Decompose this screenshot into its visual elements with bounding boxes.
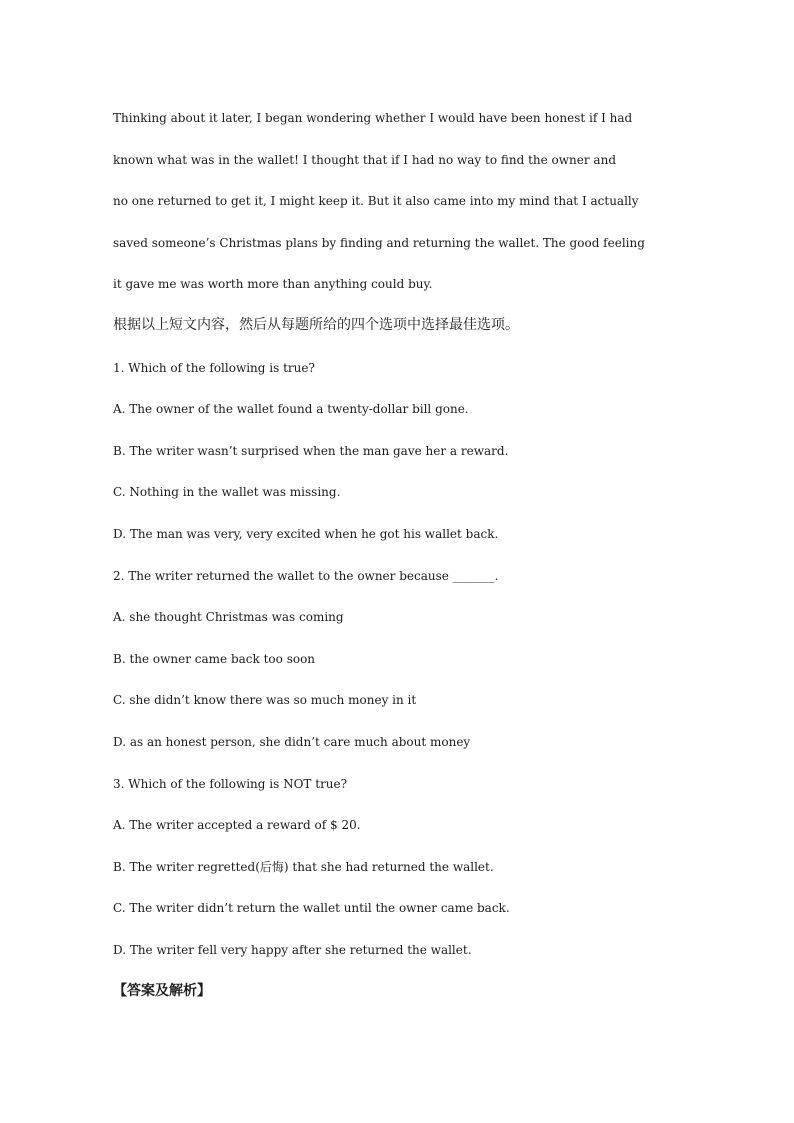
question-stem: 3. Which of the following is NOT true? <box>113 777 348 791</box>
instruction-text: 根据以上短文内容，然后从每题所给的四个选项中选择最佳选项。 <box>113 317 519 333</box>
question-option: B. the owner came back too soon <box>113 652 316 666</box>
passage-line: it gave me was worth more than anything could buy. <box>113 277 433 291</box>
question-option: D. The man was very, very excited when he got his wallet back. <box>113 527 499 541</box>
passage-line: no one returned to get it, I might keep it. But it also came into my mind that I actually <box>113 194 639 208</box>
question-option: D. The writer fell very happy after she returned the wallet. <box>113 943 472 957</box>
question-stem: 2. The writer returned the wallet to the owner because _______. <box>113 569 499 583</box>
question-option: B. The writer wasn’t surprised when the man gave her a reward. <box>113 444 509 458</box>
passage-line: Thinking about it later, I began wondering whether I would have been honest if I had <box>113 111 633 125</box>
question-option: A. she thought Christmas was coming <box>113 610 344 624</box>
question-stem: 1. Which of the following is true? <box>113 361 315 375</box>
question-option: C. The writer didn’t return the wallet until the owner came back. <box>113 901 510 915</box>
question-option: D. as an honest person, she didn’t care much about money <box>113 735 471 749</box>
passage-line: known what was in the wallet! I thought that if I had no way to find the owner and <box>113 153 616 167</box>
question-option: A. The owner of the wallet found a twenty-dollar bill gone. <box>113 402 469 416</box>
passage-line: saved someone’s Christmas plans by finding and returning the wallet. The good feeling <box>113 236 645 250</box>
question-option: C. she didn’t know there was so much money in it <box>113 693 417 707</box>
answer-heading: 【答案及解析】 <box>113 983 211 999</box>
question-option: A. The writer accepted a reward of $ 20. <box>113 818 361 832</box>
question-option: B. The writer regretted(后悔) that she had returned the wallet. <box>113 860 494 874</box>
question-option: C. Nothing in the wallet was missing. <box>113 485 341 499</box>
